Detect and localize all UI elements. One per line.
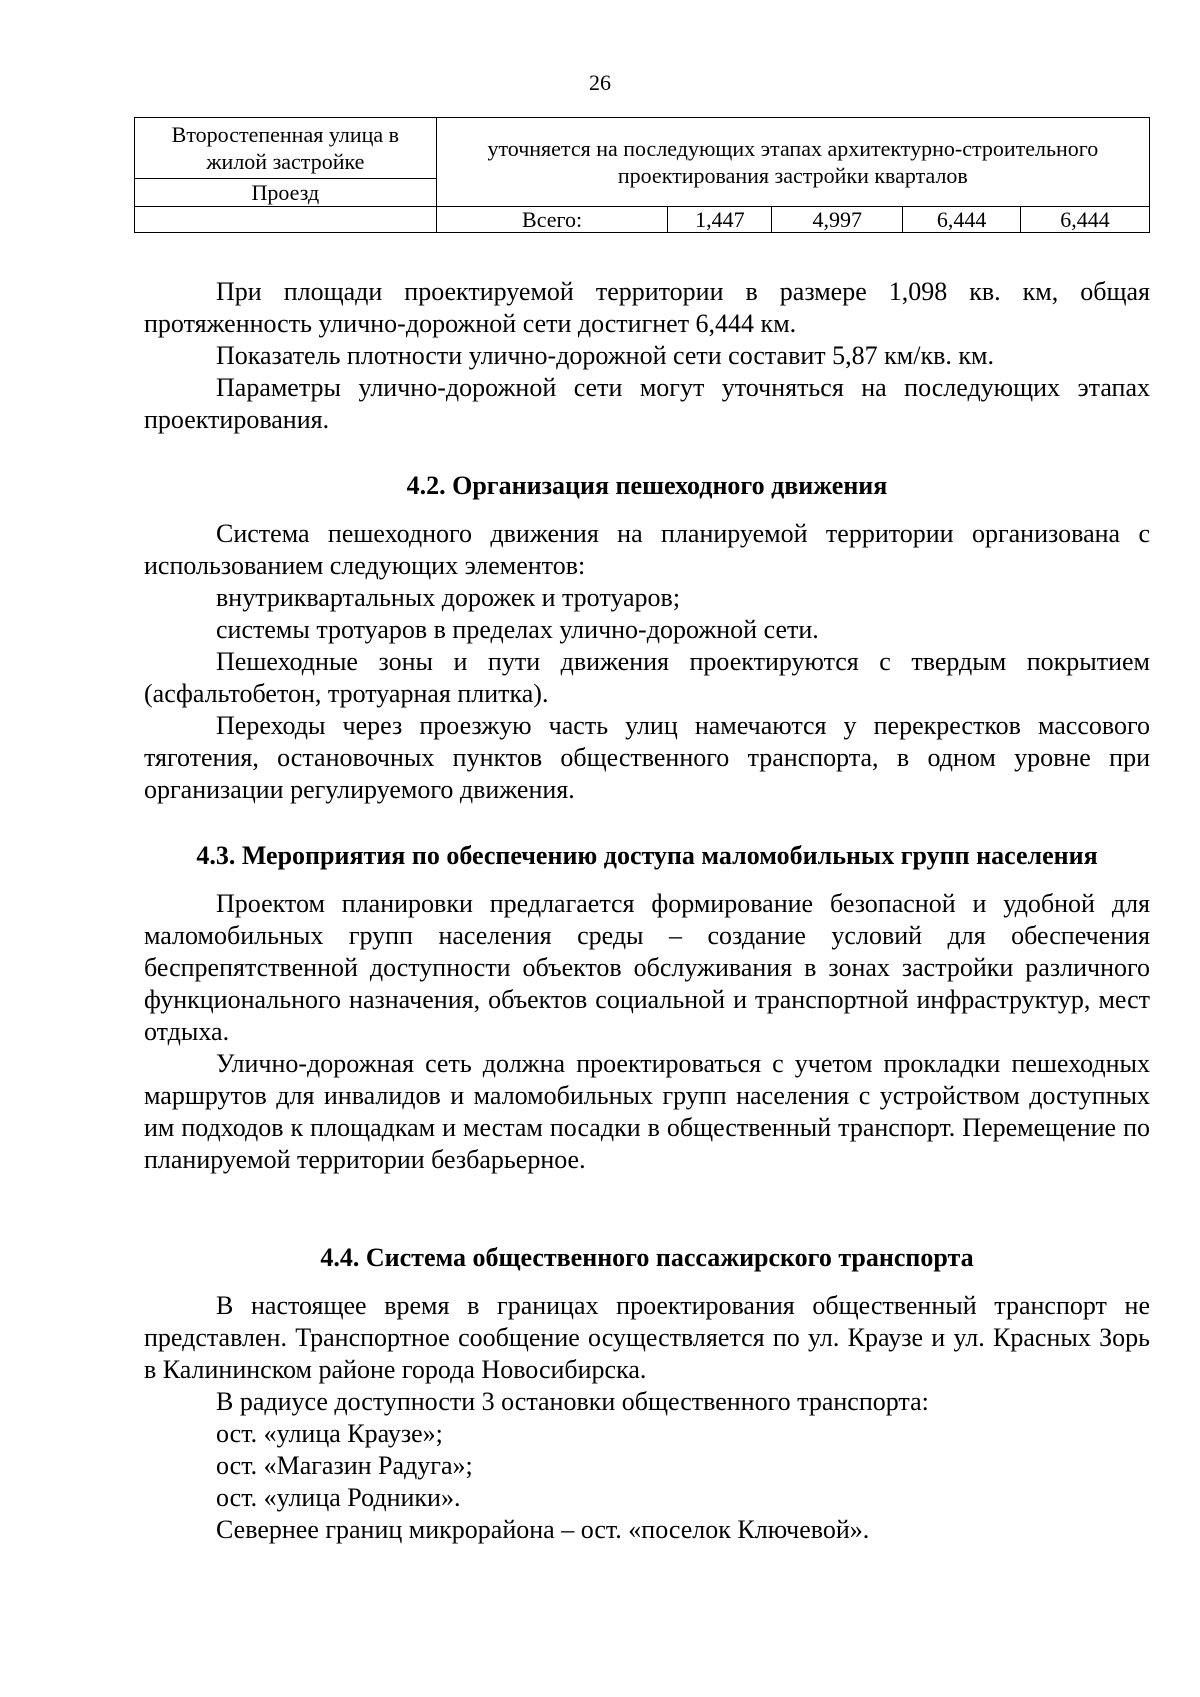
page-number: 26 [589,70,611,95]
paragraph: Переходы через проезжую часть улиц намечаются у перекрестков массового тяготения, остановочных пунктов общественного транспорта, в одном уровне при организации регулируемого движения. [144,711,1150,804]
section-4-3-body [144,888,1150,1176]
section-4-3 [144,840,1150,872]
section-4-2-body [144,518,1150,806]
list-item: внутриквартальных дорожек и тротуаров; [216,583,681,612]
section-4-2 [144,470,1150,502]
table-cell-total-value: 1,447 [668,207,772,233]
table-row [135,118,1150,179]
paragraph: Система пешеходного движения на планируемой территории организована с использованием следующих элементов: [144,519,1150,580]
table-cell-total-value: 6,444 [1021,207,1150,233]
table-cell-empty [135,207,437,233]
table-row-total [135,207,1150,233]
table-cell-passage: Проезд [135,179,437,207]
paragraph: В настоящее время в границах проектирования общественный транспорт не представлен. Транспортное сообщение осуществляется по ул. Краузе и ул. Красных Зорь в Калининском районе города Новосибирска. [144,1291,1150,1384]
paragraph: Проектом планировки предлагается формирование безопасной и удобной для маломобильных групп населения среды – создание условий для обеспечения беспрепятственной доступности объектов обслуживания в зонах застройки различного функционального назначения, объектов социальной и транспортной инфраструктур, мест отдыха. [144,889,1150,1046]
table-cell-secondary-street: Второстепенная улица в жилой застройке [135,118,437,179]
paragraph: Пешеходные зоны и пути движения проектируются с твердым покрытием (асфальтобетон, тротуарная плитка). [144,647,1150,708]
list-item: ост. «улица Краузе»; [216,1419,443,1448]
table-cell-total-value: 6,444 [903,207,1021,233]
paragraph: Севернее границ микрорайона – ост. «поселок Ключевой». [216,1515,870,1544]
section-heading: 4.2. Организация пешеходного движения [406,471,888,500]
paragraph: Улично-дорожная сеть должна проектироваться с учетом прокладки пешеходных маршрутов для инвалидов и маломобильных групп населения с устройством доступных им подходов к площадкам и местам посадки в общественный транспорт. Перемещение по планируемой территории безбарьерное. [144,1049,1150,1174]
section-heading: 4.3. Мероприятия по обеспечению доступа маломобильных групп населения [196,841,1098,870]
list-item: системы тротуаров в пределах улично-дорожной сети. [216,615,819,644]
list-item: ост. «улица Родники». [216,1483,461,1512]
paragraph: Показатель плотности улично-дорожной сети составит 5,87 км/кв. км. [216,341,994,370]
table-cell-total-value: 4,997 [772,207,903,233]
paragraph: Параметры улично-дорожной сети могут уточняться на последующих этапах проектирования. [144,373,1150,434]
list-item: ост. «Магазин Радуга»; [216,1451,473,1480]
table-cell-merged-note: уточняется на последующих этапах архитектурно-строительного проектирования застройки кварталов [436,118,1149,207]
paragraph: При площади проектируемой территории в размере 1,098 кв. км, общая протяженность улично-дорожной сети достигнет 6,444 км. [144,277,1150,338]
section-heading: 4.4. Система общественного пассажирского транспорта [320,1243,974,1272]
intro-block [144,276,1150,436]
paragraph: В радиусе доступности 3 остановки общественного транспорта: [216,1387,929,1416]
table-cell-total-label: Всего: [436,207,668,233]
road-network-table [134,117,1150,233]
section-4-4 [144,1242,1150,1274]
section-4-4-body [144,1290,1150,1546]
